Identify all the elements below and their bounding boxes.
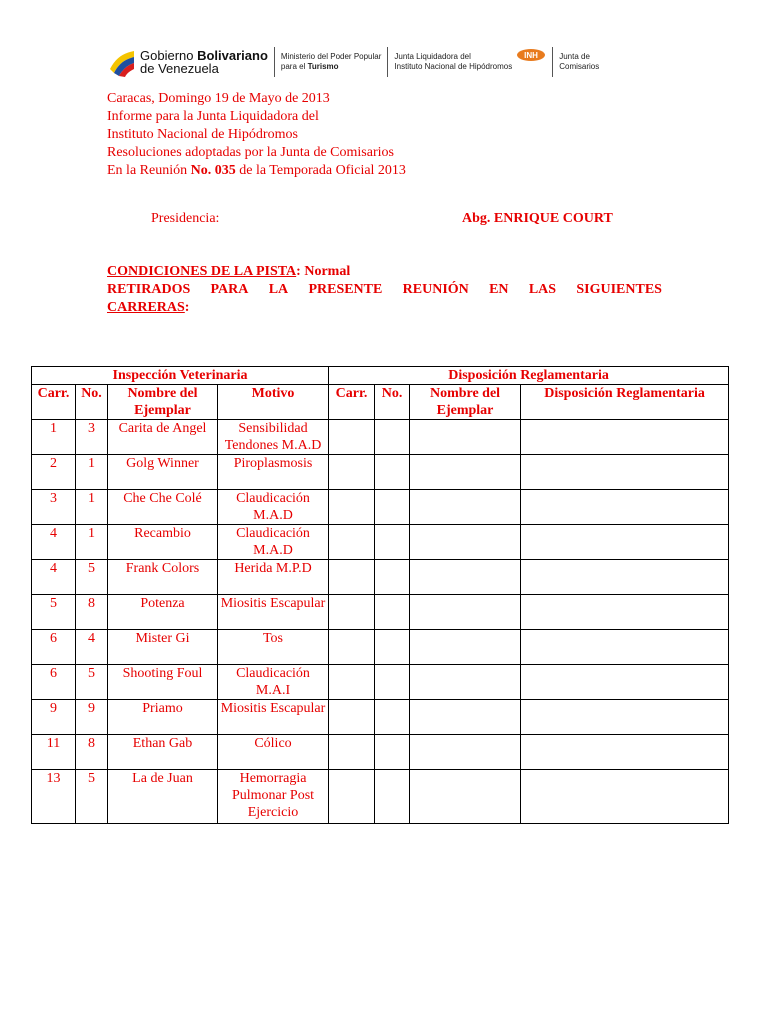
table-cell-empty (410, 490, 521, 525)
table-cell-empty (410, 700, 521, 735)
table-cell-motivo: Hemorragia Pulmonar Post Ejercicio (218, 770, 329, 824)
table-cell-empty (521, 455, 729, 490)
table-cell-empty (375, 525, 410, 560)
table-row (32, 595, 729, 630)
venezuela-flag-logo-icon (108, 47, 136, 77)
table-cell-nombre: Golg Winner (108, 455, 218, 490)
column-header: No. (76, 385, 108, 420)
table-cell-empty (410, 420, 521, 455)
table-cell-nombre: Frank Colors (108, 560, 218, 595)
table-cell-empty (329, 455, 375, 490)
column-header: Carr. (329, 385, 375, 420)
table-row (32, 735, 729, 770)
table-cell-no: 5 (76, 560, 108, 595)
column-header: Disposición Reglamentaria (521, 385, 729, 420)
table-cell-empty (521, 700, 729, 735)
table-cell-empty (521, 630, 729, 665)
divider (552, 47, 553, 77)
table-cell-no: 8 (76, 735, 108, 770)
table-cell-nombre: Ethan Gab (108, 735, 218, 770)
table-cell-motivo: Claudicación M.A.D (218, 490, 329, 525)
table-cell-motivo: Cólico (218, 735, 329, 770)
table-row (32, 525, 729, 560)
letterhead (108, 44, 599, 80)
report-line: Informe para la Junta Liquidadora del (107, 109, 319, 124)
table-cell-no: 1 (76, 490, 108, 525)
table-cell-nombre: Che Che Colé (108, 490, 218, 525)
group-header-inspeccion: Inspección Veterinaria (32, 367, 329, 385)
table-cell-no: 9 (76, 700, 108, 735)
table-cell-empty (329, 665, 375, 700)
table-cell-empty (329, 560, 375, 595)
table-cell-empty (410, 735, 521, 770)
table-cell-empty (521, 525, 729, 560)
table-cell-empty (521, 595, 729, 630)
table-cell-empty (521, 735, 729, 770)
institute-line: Instituto Nacional de Hipódromos (107, 127, 298, 142)
table-cell-empty (375, 490, 410, 525)
table-cell-carr: 2 (32, 455, 76, 490)
table-cell-nombre: Carita de Angel (108, 420, 218, 455)
table-cell-carr: 5 (32, 595, 76, 630)
table-cell-empty (375, 700, 410, 735)
table-cell-empty (329, 630, 375, 665)
table-cell-empty (329, 490, 375, 525)
report-intro (107, 90, 406, 180)
table-cell-nombre: La de Juan (108, 770, 218, 824)
table-cell-empty (375, 420, 410, 455)
table-cell-carr: 6 (32, 665, 76, 700)
svg-text:INH: INH (524, 51, 539, 60)
table-row (32, 665, 729, 700)
table-cell-empty (521, 560, 729, 595)
table-cell-motivo: Claudicación M.A.I (218, 665, 329, 700)
table-cell-empty (375, 665, 410, 700)
table-cell-no: 1 (76, 455, 108, 490)
table-cell-empty (410, 595, 521, 630)
column-header: Nombre del Ejemplar (108, 385, 218, 420)
table-cell-empty (329, 525, 375, 560)
table-cell-carr: 6 (32, 630, 76, 665)
meeting-line: En la Reunión No. 035 de la Temporada Oficial 2013 (107, 163, 406, 178)
table-cell-no: 5 (76, 665, 108, 700)
table-cell-carr: 13 (32, 770, 76, 824)
table-cell-motivo: Sensibilidad Tendones M.A.D (218, 420, 329, 455)
table-cell-empty (375, 630, 410, 665)
table-column-header (32, 385, 729, 420)
table-cell-carr: 11 (32, 735, 76, 770)
table-cell-empty (329, 770, 375, 824)
table-cell-no: 3 (76, 420, 108, 455)
table-cell-empty (375, 560, 410, 595)
table-cell-empty (410, 630, 521, 665)
table-row (32, 420, 729, 455)
table-cell-nombre: Priamo (108, 700, 218, 735)
table-cell-empty (375, 455, 410, 490)
table-cell-carr: 1 (32, 420, 76, 455)
table-cell-empty (329, 735, 375, 770)
table-cell-empty (375, 770, 410, 824)
column-header: Motivo (218, 385, 329, 420)
table-cell-nombre: Potenza (108, 595, 218, 630)
government-name: Gobierno Bolivariano de Venezuela (140, 48, 268, 76)
conditions-value: : Normal (296, 264, 351, 279)
table-row (32, 630, 729, 665)
track-conditions: CONDICIONES DE LA PISTA: Normal RETIRADOS PARA LA PRESENTE REUNIÓN EN LAS SIGUIENTES CARRERAS: (107, 264, 662, 315)
table-cell-carr: 3 (32, 490, 76, 525)
table-cell-carr: 4 (32, 560, 76, 595)
column-header: Carr. (32, 385, 76, 420)
column-header: No. (375, 385, 410, 420)
table-row (32, 770, 729, 824)
table-cell-empty (329, 420, 375, 455)
table-cell-motivo: Tos (218, 630, 329, 665)
retirados-line: RETIRADOS PARA LA PRESENTE REUNIÓN EN LAS SIGUIENTES (107, 282, 662, 297)
table-cell-empty (410, 525, 521, 560)
presidencia-label: Presidencia: (151, 211, 220, 226)
table-cell-no: 8 (76, 595, 108, 630)
table-cell-motivo: Miositis Escapular (218, 700, 329, 735)
table-cell-empty (375, 595, 410, 630)
table-cell-no: 1 (76, 525, 108, 560)
table-cell-empty (521, 770, 729, 824)
conditions-label: CONDICIONES DE LA PISTA (107, 264, 297, 279)
table-cell-empty (329, 595, 375, 630)
table-cell-carr: 4 (32, 525, 76, 560)
table-cell-motivo: Miositis Escapular (218, 595, 329, 630)
ministry-name: Ministerio del Poder Popular para el Turismo (280, 52, 382, 71)
table-cell-motivo: Herida M.P.D (218, 560, 329, 595)
table-cell-empty (410, 770, 521, 824)
divider (274, 47, 275, 77)
table-cell-empty (375, 735, 410, 770)
table-cell-nombre: Recambio (108, 525, 218, 560)
table-row (32, 560, 729, 595)
table-cell-empty (521, 490, 729, 525)
group-header-disposicion: Disposición Reglamentaria (329, 367, 729, 385)
table-row (32, 455, 729, 490)
table-cell-empty (329, 700, 375, 735)
divider (387, 47, 388, 77)
table-row (32, 700, 729, 735)
table-cell-carr: 9 (32, 700, 76, 735)
withdrawals-table (31, 366, 729, 824)
table-cell-nombre: Shooting Foul (108, 665, 218, 700)
table-cell-nombre: Mister Gi (108, 630, 218, 665)
table-cell-no: 4 (76, 630, 108, 665)
table-row (32, 490, 729, 525)
table-cell-empty (410, 455, 521, 490)
comisarios-name: Junta de Comisarios (559, 52, 600, 71)
table-cell-motivo: Claudicación M.A.D (218, 525, 329, 560)
table-cell-empty (410, 665, 521, 700)
date-line: Caracas, Domingo 19 de Mayo de 2013 (107, 91, 330, 106)
presidencia-name: Abg. ENRIQUE COURT (462, 211, 613, 226)
column-header: Nombre del Ejemplar (410, 385, 521, 420)
junta-liquidadora-name: Junta Liquidadora del Instituto Nacional de Hipódromos (394, 52, 513, 71)
resolutions-line: Resoluciones adoptadas por la Junta de Comisarios (107, 145, 394, 160)
table-cell-no: 5 (76, 770, 108, 824)
table-cell-empty (410, 560, 521, 595)
table-cell-empty (521, 665, 729, 700)
table-cell-motivo: Piroplasmosis (218, 455, 329, 490)
table-group-header (32, 367, 729, 385)
table-cell-empty (521, 420, 729, 455)
inh-logo-icon (516, 48, 546, 62)
